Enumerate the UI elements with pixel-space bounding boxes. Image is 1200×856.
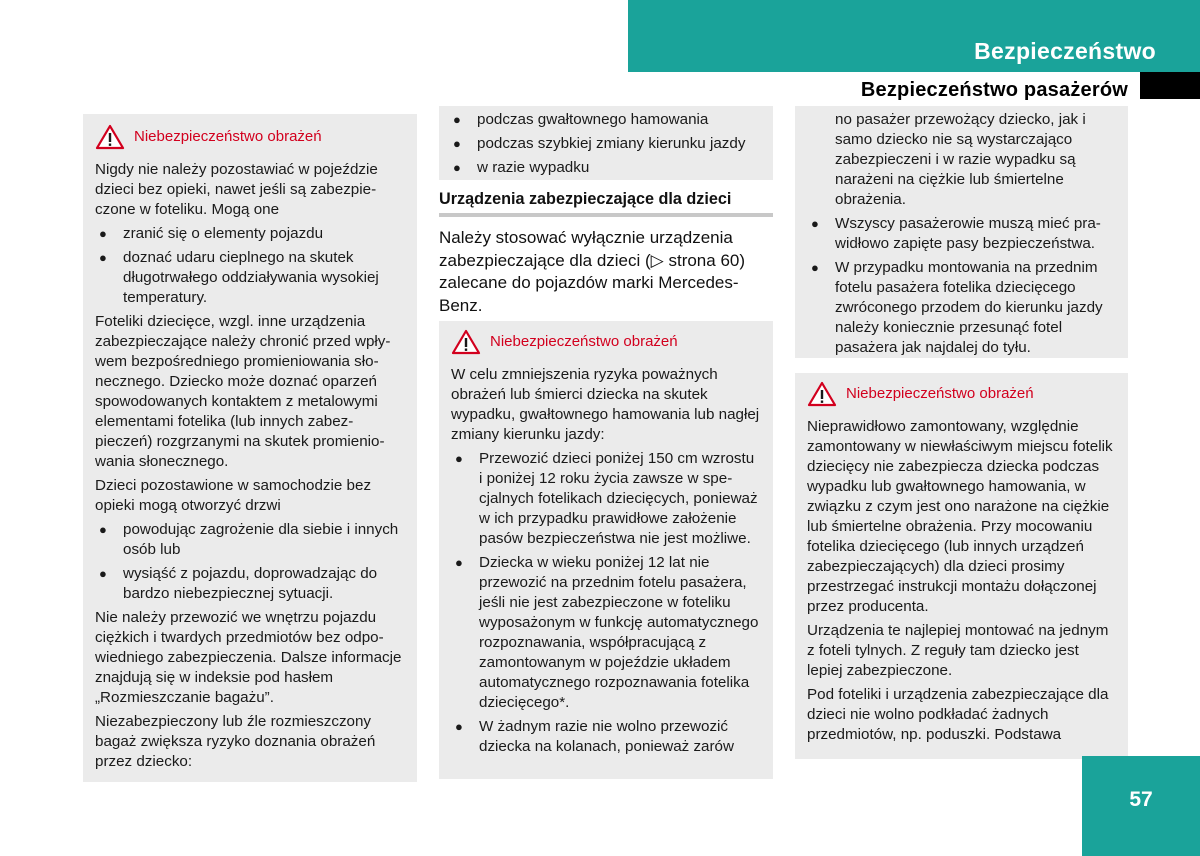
warning-triangle-icon	[807, 381, 837, 407]
warning-triangle-icon	[95, 124, 125, 150]
bullet-icon: ●	[99, 566, 107, 581]
warning-title: Niebezpieczeństwo obrażeń	[846, 385, 1034, 402]
bullet-icon: ●	[811, 260, 819, 275]
list-item: ● Dziecka w wieku poniżej 12 lat nie przewozić na przednim fotelu pasażera, jeśli nie jest zabezpieczone w foteliku wyposażonym w funkcję automatycznego rozpoznawania, współpracującą z zamontowanym w pojeździe układem automatycznego rozpoznawania fotelika dziecięcego*.	[455, 554, 759, 711]
paragraph: Urządzenia te najlepiej montować na jednym z foteli tylnych. Z reguły tam dziecko jest lepiej zabezpieczone.	[807, 622, 1109, 679]
list-item: ● wysiąść z pojazdu, doprowadzając do bardzo niebezpiecznej sytuacji.	[99, 565, 378, 602]
bullet-icon: ●	[453, 136, 461, 151]
intro-paragraph: Należy stosować wyłącznie urządzenia zabezpieczające dla dzieci (▷ strona 60) zalecane do pojazdów marki Mercedes-Benz.	[439, 228, 746, 315]
header-tab-marker	[1140, 72, 1200, 99]
warning-header	[95, 124, 405, 150]
bullet-list	[449, 110, 761, 178]
paragraph: Nigdy nie należy pozostawiać w pojeździe dzieci bez opieki, nawet jeśli są zabezpieczone w foteliku. Mogą one	[95, 161, 378, 218]
bullet-icon: ●	[99, 250, 107, 265]
section-heading: Urządzenia zabezpieczające dla dzieci	[439, 190, 773, 217]
bullet-icon: ●	[99, 226, 107, 241]
warning-box-left	[83, 114, 417, 782]
paragraph: Foteliki dziecięce, wzgl. inne urządzenia zabezpieczające należy chronić przed wpływem bezpośredniego promieniowania słonecznego. Dziecko może doznać oparzeń spowodowanych kontaktem z metalowymi elementami fotelika (lub innych zabezpieczeń) rozgrzanymi na skutek promieniowania słonecznego.	[95, 313, 391, 470]
paragraph: Nieprawidłowo zamontowany, względnie zamontowany w niewłaściwym miejscu fotelik dziecięcy nie zabezpiecza dziecka podczas wypadku lub gwałtownego hamowania, w związku z czym jest ono narażone na ciężkie lub śmiertelne obrażenia. Przy mocowaniu fotelika dziecięcego (lub innych urządzeń zabezpieczających) dla dzieci prosimy przestrzegać instrukcji montażu dołączonej przez producenta.	[807, 418, 1113, 615]
list-item: ● W żadnym razie nie wolno przewozić dziecka na kolanach, ponieważ zarów	[455, 718, 734, 755]
paragraph: no pasażer przewożący dziecko, jak i samo dziecko nie są wystarczająco zabezpieczeni i w razie wypadku są narażeni na ciężkie lub śmiertelne obrażenia.	[835, 111, 1086, 208]
bullet-list	[95, 520, 405, 604]
warning-title: Niebezpieczeństwo obrażeń	[134, 128, 322, 145]
list-item: ● doznać udaru cieplnego na skutek długotrwałego oddziaływania wysokiej temperatury.	[99, 249, 379, 306]
subsection-title: Bezpieczeństwo pasażerów	[860, 79, 1128, 101]
list-item: ● powodując zagrożenie dla siebie i innych osób lub	[99, 521, 399, 558]
paragraph: Nie należy przewozić we wnętrzu pojazdu ciężkich i twardych przedmiotów bez odpowiedniego zabezpieczenia. Dalsze informacje znajdują się w indeksie pod hasłem „Rozmieszczanie bagażu”.	[95, 609, 402, 706]
continuation-box-middle	[439, 106, 773, 180]
bullet-icon: ●	[455, 451, 463, 466]
list-item: ● Przewozić dzieci poniżej 150 cm wzrostu i poniżej 12 roku życia zawsze w specjalnych fotelikach dziecięcych, ponieważ w ich przypadku prawidłowe założenie pasów bezpieczeństwa nie jest możliwe.	[455, 450, 758, 547]
continuation-box-right	[795, 106, 1128, 358]
bullet-icon: ●	[99, 522, 107, 537]
list-item: ● zranić się o elementy pojazdu	[99, 225, 324, 242]
paragraph: W celu zmniejszenia ryzyka poważnych obrażeń lub śmierci dziecka na skutek wypadku, gwałtownego hamowania lub nagłej zmiany kierunku jazdy:	[451, 366, 760, 443]
page-number: 57	[1129, 788, 1153, 811]
warning-header	[451, 329, 761, 355]
list-item: ● podczas szybkiej zmiany kierunku jazdy	[453, 135, 746, 152]
list-item: ● w razie wypadku	[453, 159, 590, 176]
paragraph: Dzieci pozostawione w samochodzie bez opieki mogą otworzyć drzwi	[95, 477, 372, 514]
paragraph: Niezabezpieczony lub źle rozmieszczony bagaż zwiększa ryzyko doznania obrażeń przez dziecko:	[95, 713, 376, 770]
bullet-icon: ●	[811, 216, 819, 231]
section-title: Bezpieczeństwo	[974, 38, 1156, 64]
child-restraint-section	[439, 190, 773, 317]
bullet-icon: ●	[453, 160, 461, 175]
list-item: ● podczas gwałtownego hamowania	[453, 111, 709, 128]
bullet-icon: ●	[453, 112, 461, 127]
warning-header	[807, 381, 1116, 407]
list-item: ● W przypadku montowania na przednim fotelu pasażera fotelika dziecięcego zwróconego przodem do kierunku jazdy należy koniecznie przesunąć fotel pasażera jak najdalej do tyłu.	[811, 259, 1103, 356]
bullet-icon: ●	[455, 719, 463, 734]
warning-title: Niebezpieczeństwo obrażeń	[490, 333, 678, 350]
warning-box-middle	[439, 321, 773, 779]
warning-triangle-icon	[451, 329, 481, 355]
bullet-list	[95, 224, 405, 308]
page-number-box	[1082, 756, 1200, 856]
paragraph: Pod foteliki i urządzenia zabezpieczające dla dzieci nie wolno podkładać żadnych przedmiotów, np. poduszki. Podstawa	[807, 686, 1109, 743]
bullet-icon: ●	[455, 555, 463, 570]
bullet-list	[451, 449, 761, 757]
list-item: ● Wszyscy pasażerowie muszą mieć prawidłowo zapięte pasy bezpieczeństwa.	[811, 215, 1101, 252]
warning-box-right	[795, 373, 1128, 759]
bullet-list	[807, 214, 1116, 358]
